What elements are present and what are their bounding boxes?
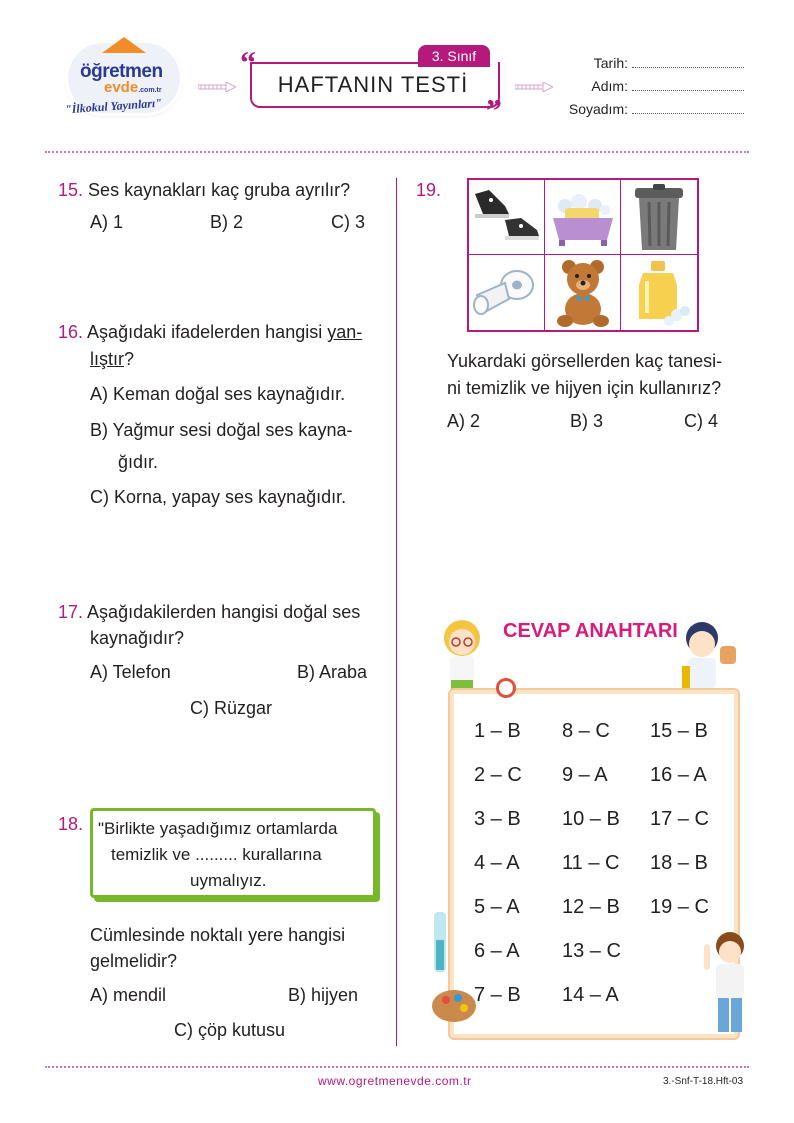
sneakers-icon: [469, 180, 545, 255]
answer-item: 1 – B: [474, 720, 521, 742]
answer-item: 5 – A: [474, 896, 520, 918]
answer-item: 18 – B: [650, 852, 708, 874]
answer-item: 12 – B: [562, 896, 620, 918]
answer-item: 17 – C: [650, 808, 709, 830]
name-field[interactable]: Adım:: [560, 78, 744, 94]
answer-item: 19 – C: [650, 896, 709, 918]
footer-code: 3.-Snf-T-18.Hft-03: [663, 1076, 744, 1087]
quote-line-2: temizlik ve ......... kurallarına: [111, 845, 322, 864]
answer-item: 13 – C: [562, 940, 621, 962]
liquid-soap-icon: [621, 255, 697, 330]
surname-field[interactable]: Soyadım:: [560, 101, 744, 117]
quote-line-1: "Birlikte yaşadığımız ortamlarda: [98, 819, 338, 838]
image-grid: [467, 178, 699, 332]
alarm-clock-icon: [486, 674, 526, 698]
answer-item: 10 – B: [562, 808, 620, 830]
answer-item: 6 – A: [474, 940, 520, 962]
grade-tab: 3. Sınıf: [418, 45, 490, 67]
question-number: 17.: [58, 602, 84, 622]
question-18-line1: Cümlesinde noktalı yere hangisi: [90, 925, 346, 945]
date-field[interactable]: Tarih:: [560, 55, 744, 71]
q16-option-c[interactable]: C) Korna, yapay ses kaynağıdır.: [90, 487, 347, 507]
logo-tagline: "İlkokul Yayınları": [64, 95, 163, 117]
question-19-line1: Yukardaki görsellerden kaç tanesi-: [447, 351, 723, 371]
q17-option-a[interactable]: A) Telefon: [90, 662, 171, 682]
footer-url[interactable]: www.ogretmenevde.com.tr: [318, 1074, 472, 1088]
q18-option-b[interactable]: B) hijyen: [288, 985, 359, 1005]
answer-item: 7 – B: [474, 984, 521, 1006]
publisher-logo: [60, 35, 195, 125]
answer-item: 14 – A: [562, 984, 619, 1006]
answer-key-title: CEVAP ANAHTARI: [503, 620, 678, 642]
q19-option-b[interactable]: B) 3: [570, 411, 604, 431]
flask-and-palette-illustration: [428, 910, 478, 1030]
open-quote-icon: “: [240, 44, 256, 80]
close-quote-icon: ”: [486, 92, 502, 128]
question-16: 16. Aşağıdaki ifadelerden hangisi yan-: [58, 322, 363, 342]
q19-option-c[interactable]: C) 4: [684, 411, 719, 431]
q16-option-b-cont: ğıdır.: [118, 452, 159, 472]
question-16-line2: lıştır?: [90, 349, 135, 369]
question-number: 16.: [58, 322, 84, 342]
answer-item: 3 – B: [474, 808, 521, 830]
q17-option-b[interactable]: B) Araba: [297, 662, 368, 682]
footer-divider: [45, 1066, 749, 1068]
logo-sub: evde.com.tr: [104, 79, 162, 96]
answer-item: 9 – A: [562, 764, 608, 786]
question-18-line2: gelmelidir?: [90, 951, 178, 971]
q18-option-a[interactable]: A) mendil: [90, 985, 167, 1005]
answer-item: 15 – B: [650, 720, 708, 742]
question-19-line2: ni temizlik ve hijyen için kullanırız?: [447, 378, 722, 398]
arrow-right-icon: [515, 82, 553, 92]
answer-item: 4 – A: [474, 852, 520, 874]
logo-roof-icon: [102, 37, 146, 53]
q15-option-a[interactable]: A) 1: [90, 212, 124, 232]
q19-option-a[interactable]: A) 2: [447, 411, 481, 431]
question-text: Ses kaynakları kaç gruba ayrılır?: [88, 180, 351, 200]
arrow-right-icon: [198, 82, 236, 92]
header-divider: [45, 151, 749, 153]
q17-option-c[interactable]: C) Rüzgar: [190, 698, 273, 718]
answer-item: 2 – C: [474, 764, 522, 786]
q15-option-b[interactable]: B) 2: [210, 212, 244, 232]
column-divider: [396, 178, 397, 1046]
question-19-number: 19.: [416, 180, 442, 200]
answer-item: 8 – C: [562, 720, 610, 742]
question-number: 15.: [58, 180, 84, 200]
quote-line-3: uymalıyız.: [190, 871, 267, 890]
answer-item: 16 – A: [650, 764, 707, 786]
q16-option-b[interactable]: B) Yağmur sesi doğal ses kayna-: [90, 420, 353, 440]
page-title: HAFTANIN TESTİ: [277, 72, 469, 97]
waving-boy-illustration: [700, 928, 760, 1043]
answer-item: 11 – C: [562, 852, 620, 874]
title-frame-top: [250, 62, 418, 64]
question-15: [58, 176, 350, 204]
q16-option-a[interactable]: A) Keman doğal ses kaynağıdır.: [90, 384, 346, 404]
question-17-line2: kaynağıdır?: [90, 628, 185, 648]
trash-can-icon: [621, 180, 697, 255]
q18-option-c[interactable]: C) çöp kutusu: [174, 1020, 286, 1040]
teddy-bear-icon: [545, 255, 621, 330]
bathtub-icon: [545, 180, 621, 255]
q15-option-c[interactable]: C) 3: [331, 212, 366, 232]
question-18-number: 18.: [58, 814, 84, 834]
question-17: 17. Aşağıdakilerden hangisi doğal ses: [58, 602, 361, 622]
logo-name: öğretmen: [80, 61, 163, 82]
toilet-paper-icon: [469, 255, 545, 330]
